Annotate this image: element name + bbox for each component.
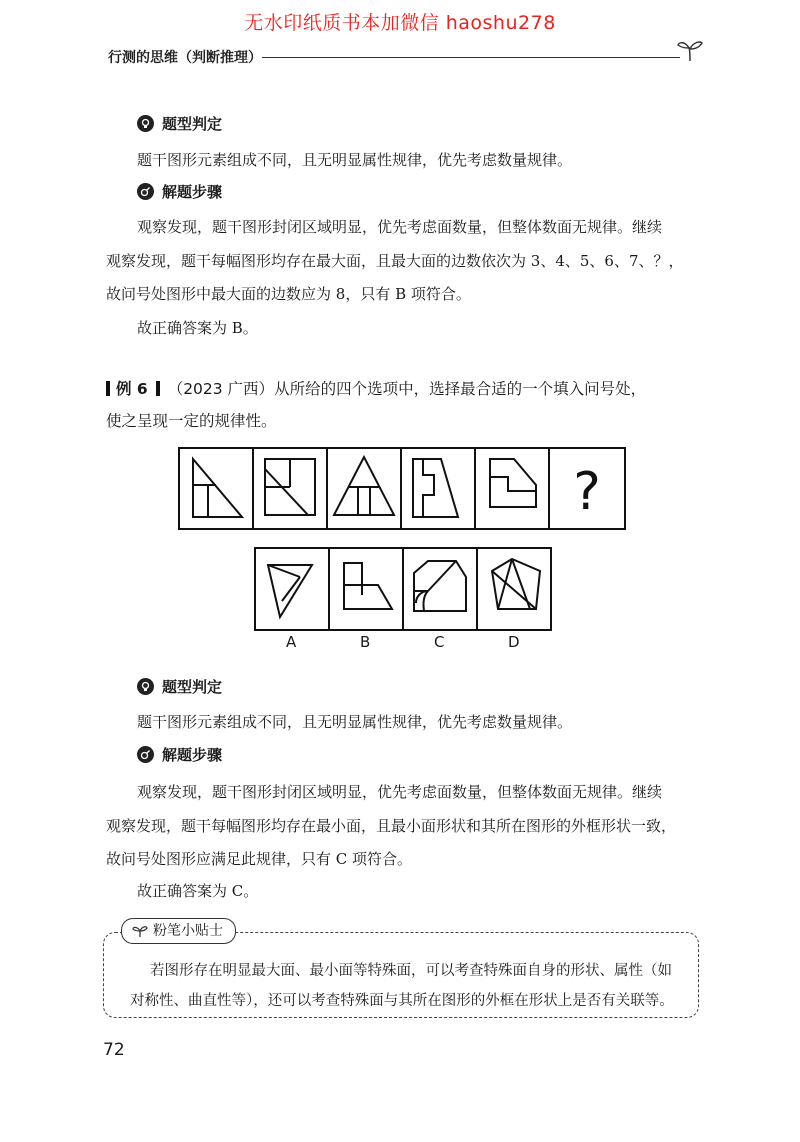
option-figure-b (344, 563, 392, 609)
type-heading-2 (137, 676, 222, 697)
example-label: 例 6 (116, 380, 148, 398)
tip-text (130, 956, 678, 1016)
steps-heading-1 (137, 181, 222, 202)
steps-icon (137, 746, 154, 763)
question-figure-2 (265, 459, 315, 515)
type-heading-label: 题型判定 (162, 678, 223, 696)
type-text-2: 题干图形元素组成不同，且无明显属性规律，优先考虑数量规律。 (137, 713, 573, 731)
example-line2: 使之呈现一定的规律性。 (106, 412, 277, 430)
example-marker-left (106, 381, 110, 396)
option-label-b: B (360, 633, 371, 651)
options-figure-row (254, 547, 552, 631)
example-line1: 从所给的四个选项中，选择最合适的一个填入问号处， (274, 380, 647, 398)
option-figure-d (492, 559, 540, 609)
steps-line-1-3: 故问号处图形中最大面的边数应为 8，只有 B 项符合。 (106, 285, 471, 303)
answer-2: 故正确答案为 C。 (137, 882, 259, 900)
example-marker-right (156, 381, 160, 396)
steps-icon (137, 183, 154, 200)
steps-line-2-3: 故问号处图形应满足此规律，只有 C 项符合。 (106, 850, 413, 868)
tip-label-text: 粉笔小贴士 (153, 923, 223, 939)
page-number: 72 (103, 1040, 125, 1060)
steps-line-2-1: 观察发现，题干图形封闭区域明显，优先考虑面数量，但整体数面无规律。继续 (137, 783, 663, 801)
question-figure-4 (413, 459, 458, 517)
option-label-d: D (508, 633, 520, 651)
watermark-text: 无水印纸质书本加微信 haoshu278 (244, 12, 556, 34)
answer-1: 故正确答案为 B。 (137, 319, 258, 337)
running-header: 行测的思维（判断推理） (108, 50, 262, 66)
tip-line-1: 若图形存在明显最大面、最小面等特殊面，可以考查特殊面自身的形状、属性（如 (150, 963, 672, 979)
type-heading-label: 题型判定 (162, 115, 223, 133)
sprout-icon (132, 924, 148, 938)
steps-line-1-1: 观察发现，题干图形封闭区域明显，优先考虑面数量，但整体数面无规律。继续 (137, 218, 663, 236)
tip-line-2: 对称性、曲直性等），还可以考查特殊面与其所在图形的外框在形状上是否有关联等。 (130, 993, 674, 1009)
lightbulb-icon (137, 115, 154, 132)
example-source: （2023 广西） (167, 380, 275, 398)
question-figure-row (178, 447, 626, 530)
sprout-icon (676, 37, 704, 63)
question-figure-3 (334, 457, 394, 515)
lightbulb-icon (137, 678, 154, 695)
type-heading-1 (137, 113, 222, 134)
steps-line-1-2: 观察发现，题干每幅图形均存在最大面，且最大面的边数依次为 3、4、5、6、7、？， (106, 252, 684, 270)
steps-line-2-2: 观察发现，题干每幅图形均存在最小面，且最小面形状和其所在图形的外框形状一致， (106, 817, 677, 835)
tip-label (121, 918, 236, 944)
steps-heading-label: 解题步骤 (162, 746, 223, 764)
question-mark: ? (573, 462, 601, 522)
example-question (106, 377, 646, 399)
type-text-1: 题干图形元素组成不同，且无明显属性规律，优先考虑数量规律。 (137, 151, 573, 169)
steps-heading-2 (137, 744, 222, 765)
question-figure-1 (193, 459, 242, 517)
steps-heading-label: 解题步骤 (162, 183, 223, 201)
question-figure-5 (490, 459, 536, 507)
option-figure-c (414, 561, 466, 611)
option-label-c: C (434, 633, 445, 651)
option-label-a: A (286, 633, 297, 651)
header-rule (262, 57, 680, 58)
option-figure-a (268, 565, 312, 617)
